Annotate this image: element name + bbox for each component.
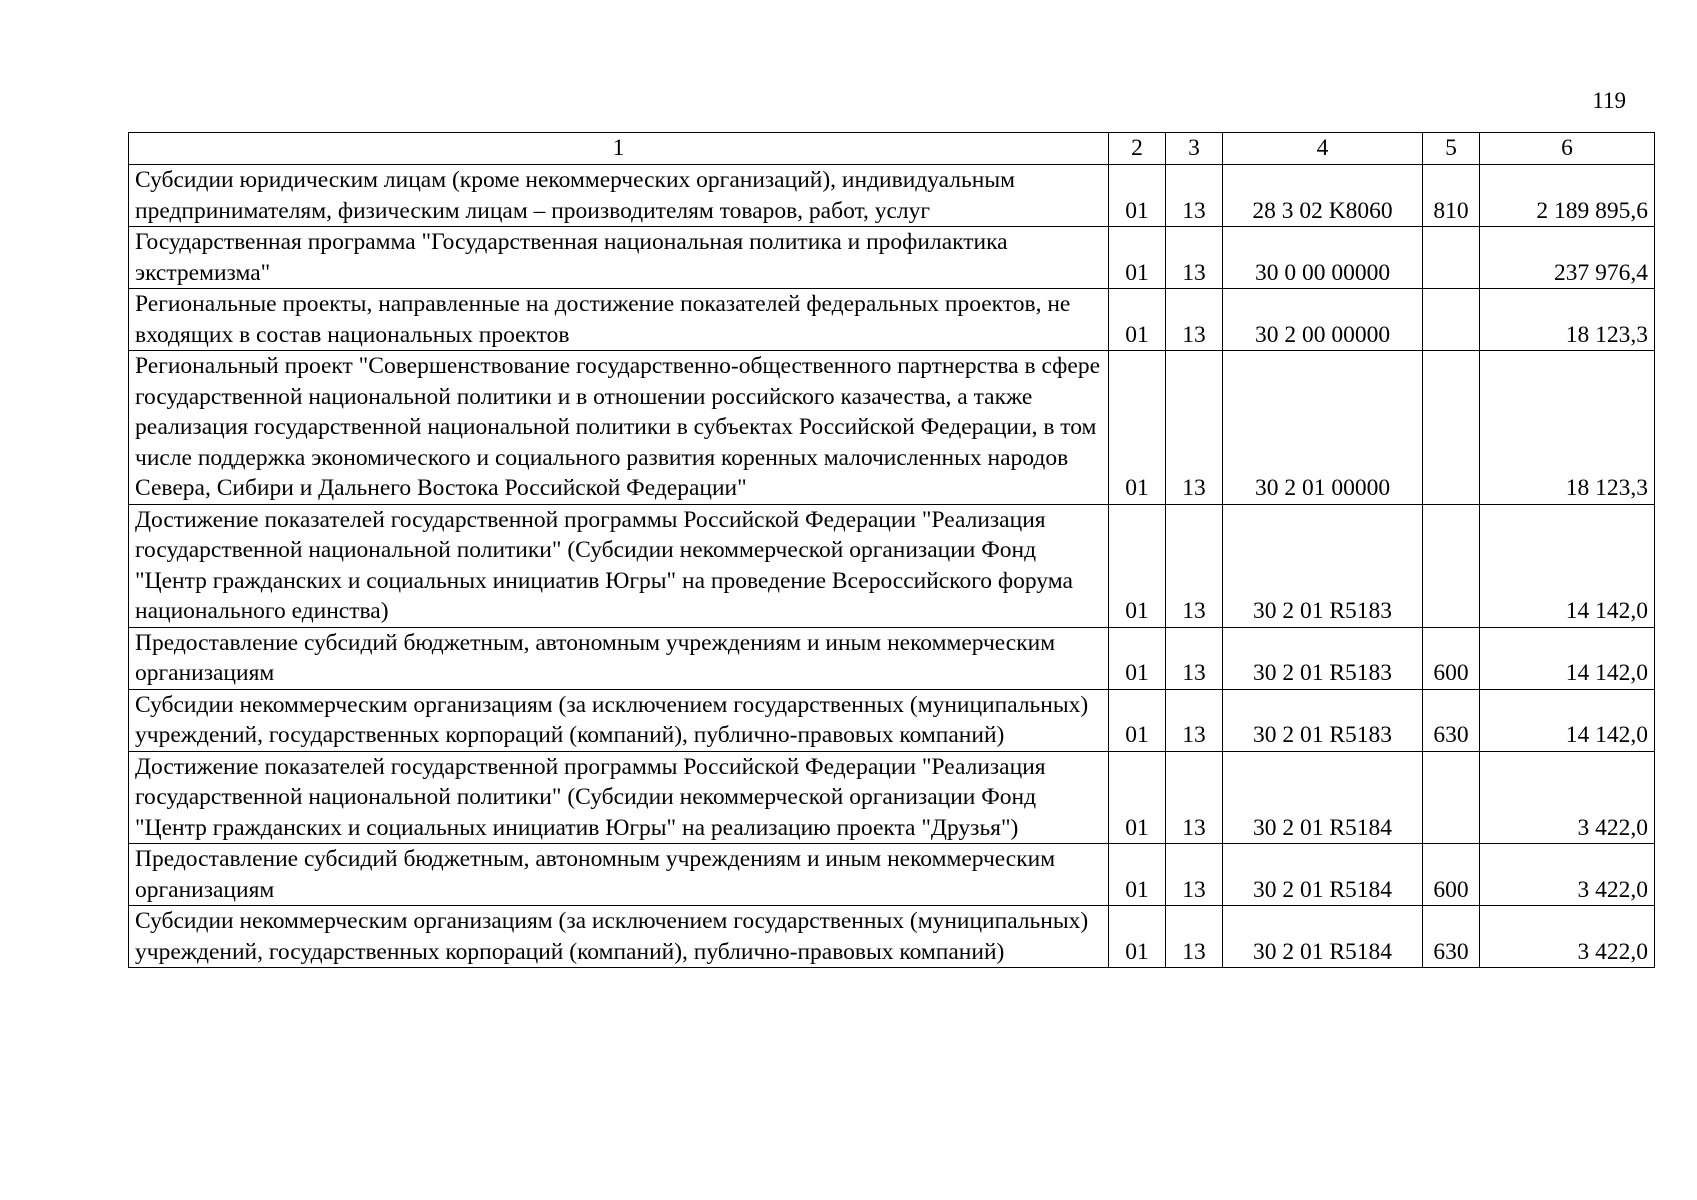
row-section: 01 (1109, 165, 1166, 227)
row-amount: 3 422,0 (1480, 906, 1655, 968)
row-section: 01 (1109, 227, 1166, 289)
row-amount: 18 123,3 (1480, 351, 1655, 505)
row-section: 01 (1109, 351, 1166, 505)
row-section: 01 (1109, 751, 1166, 844)
row-amount: 3 422,0 (1480, 844, 1655, 906)
column-header: 5 (1423, 133, 1480, 165)
table-row (129, 844, 1655, 906)
row-amount: 3 422,0 (1480, 751, 1655, 844)
row-section: 01 (1109, 627, 1166, 689)
row-expense-type (1423, 351, 1480, 505)
row-expense-type (1423, 227, 1480, 289)
row-target-article: 30 2 01 R5184 (1223, 906, 1423, 968)
row-target-article: 30 2 01 00000 (1223, 351, 1423, 505)
row-description: Предоставление субсидий бюджетным, автономным учреждениям и иным некоммерческим организациям (129, 844, 1109, 906)
row-expense-type: 630 (1423, 906, 1480, 968)
row-subsection: 13 (1166, 689, 1223, 751)
row-section: 01 (1109, 844, 1166, 906)
row-subsection: 13 (1166, 627, 1223, 689)
column-header: 2 (1109, 133, 1166, 165)
row-subsection: 13 (1166, 751, 1223, 844)
row-description: Региональные проекты, направленные на достижение показателей федеральных проектов, не входящих в состав национальных проектов (129, 289, 1109, 351)
row-section: 01 (1109, 689, 1166, 751)
row-target-article: 30 2 01 R5184 (1223, 844, 1423, 906)
row-expense-type (1423, 751, 1480, 844)
row-amount: 237 976,4 (1480, 227, 1655, 289)
row-amount: 14 142,0 (1480, 627, 1655, 689)
row-description: Предоставление субсидий бюджетным, автономным учреждениям и иным некоммерческим организациям (129, 627, 1109, 689)
table-row (129, 689, 1655, 751)
table-row (129, 289, 1655, 351)
table-row (129, 627, 1655, 689)
row-description: Региональный проект "Совершенствование государственно-общественного партнерства в сфере государственной национальной политики и в отношении российского казачества, а также реализация государственной национальной политики в субъектах Российской Федерации, в том числе поддержка экономического и социального развития коренных малочисленных народов Севера, Сибири и Дальнего Востока Российской Федерации" (129, 351, 1109, 505)
row-description: Субсидии некоммерческим организациям (за исключением государственных (муниципальных) учреждений, государственных корпораций (компаний), публично-правовых компаний) (129, 689, 1109, 751)
row-amount: 2 189 895,6 (1480, 165, 1655, 227)
row-subsection: 13 (1166, 351, 1223, 505)
row-section: 01 (1109, 906, 1166, 968)
row-subsection: 13 (1166, 289, 1223, 351)
column-header: 1 (129, 133, 1109, 165)
row-expense-type (1423, 289, 1480, 351)
row-subsection: 13 (1166, 504, 1223, 627)
table-row (129, 165, 1655, 227)
table-row (129, 351, 1655, 505)
table-row (129, 227, 1655, 289)
row-subsection: 13 (1166, 906, 1223, 968)
row-target-article: 30 2 01 R5183 (1223, 627, 1423, 689)
table-header-row (129, 133, 1655, 165)
row-subsection: 13 (1166, 165, 1223, 227)
row-target-article: 30 2 01 R5184 (1223, 751, 1423, 844)
row-expense-type: 810 (1423, 165, 1480, 227)
row-section: 01 (1109, 289, 1166, 351)
page-number: 119 (1592, 88, 1626, 113)
row-amount: 14 142,0 (1480, 689, 1655, 751)
budget-table (128, 132, 1655, 968)
row-expense-type: 600 (1423, 627, 1480, 689)
row-expense-type: 630 (1423, 689, 1480, 751)
row-subsection: 13 (1166, 227, 1223, 289)
row-amount: 14 142,0 (1480, 504, 1655, 627)
row-section: 01 (1109, 504, 1166, 627)
row-description: Достижение показателей государственной программы Российской Федерации "Реализация государственной национальной политики" (Субсидии некоммерческой организации Фонд "Центр гражданских и социальных инициатив Югры" на проведение Всероссийского форума национального единства) (129, 504, 1109, 627)
row-subsection: 13 (1166, 844, 1223, 906)
column-header: 6 (1480, 133, 1655, 165)
row-description: Достижение показателей государственной программы Российской Федерации "Реализация государственной национальной политики" (Субсидии некоммерческой организации Фонд "Центр гражданских и социальных инициатив Югры" на реализацию проекта "Друзья") (129, 751, 1109, 844)
row-target-article: 30 0 00 00000 (1223, 227, 1423, 289)
row-description: Субсидии юридическим лицам (кроме некоммерческих организаций), индивидуальным предпринимателям, физическим лицам – производителям товаров, работ, услуг (129, 165, 1109, 227)
column-header: 3 (1166, 133, 1223, 165)
row-expense-type (1423, 504, 1480, 627)
row-description: Государственная программа "Государственная национальная политика и профилактика экстремизма" (129, 227, 1109, 289)
row-target-article: 28 3 02 K8060 (1223, 165, 1423, 227)
column-header: 4 (1223, 133, 1423, 165)
row-target-article: 30 2 01 R5183 (1223, 689, 1423, 751)
table-row (129, 906, 1655, 968)
table-row (129, 751, 1655, 844)
row-description: Субсидии некоммерческим организациям (за исключением государственных (муниципальных) учреждений, государственных корпораций (компаний), публично-правовых компаний) (129, 906, 1109, 968)
row-target-article: 30 2 00 00000 (1223, 289, 1423, 351)
table-row (129, 504, 1655, 627)
row-expense-type: 600 (1423, 844, 1480, 906)
row-target-article: 30 2 01 R5183 (1223, 504, 1423, 627)
row-amount: 18 123,3 (1480, 289, 1655, 351)
